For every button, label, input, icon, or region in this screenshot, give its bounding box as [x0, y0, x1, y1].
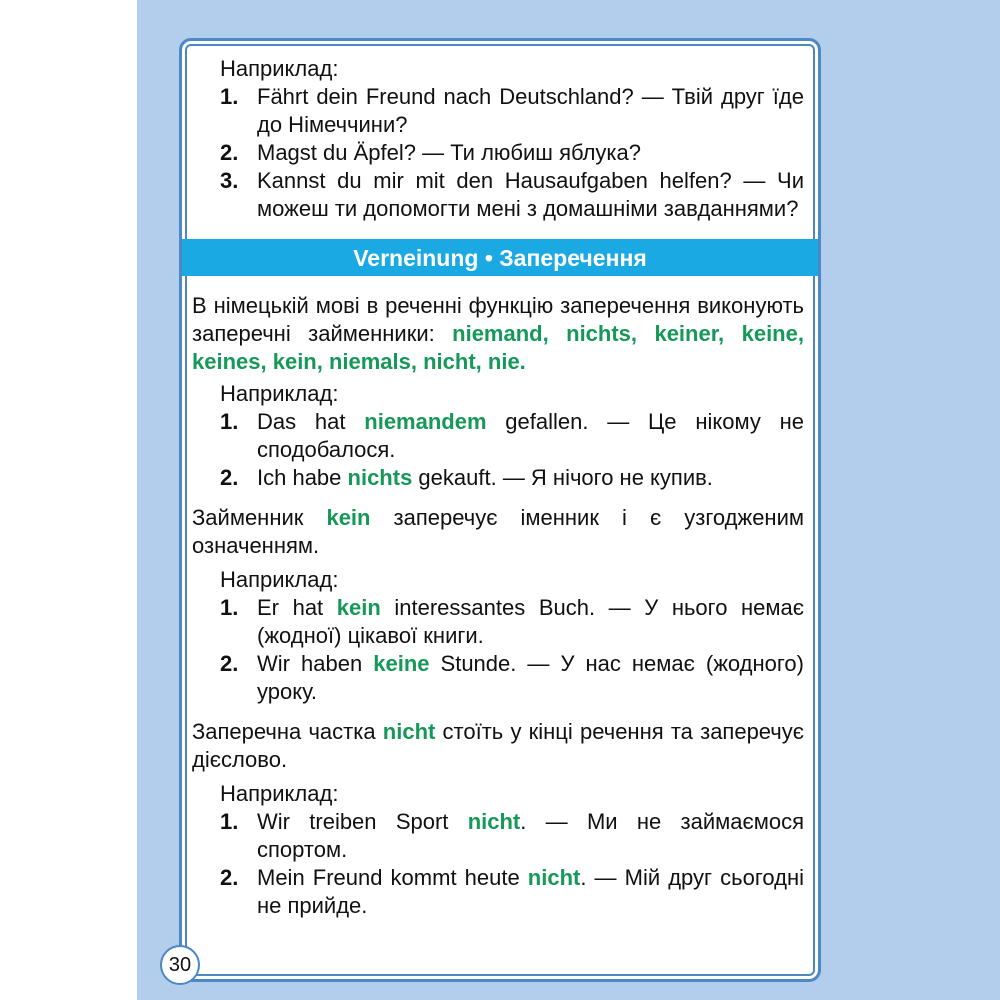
kein-paragraph: [192, 504, 804, 560]
item-text-pre: Das hat: [257, 409, 365, 434]
item-number: 2.: [220, 140, 239, 165]
item-highlight: nicht: [527, 865, 581, 890]
item-text: Fährt dein Freund nach Deutschland? — Твій друг їде до Німеччини?: [257, 84, 804, 137]
para-text-post: заперечує іменник і є узгодженим означенням.: [192, 505, 804, 558]
example-block-nicht: [192, 780, 804, 920]
item-number: 1.: [220, 409, 239, 434]
item-highlight: kein: [336, 595, 381, 620]
item-text-post: interessantes Buch. — У нього немає (жодної) цікавої книги.: [257, 595, 804, 648]
item-text-pre: Wir haben: [257, 651, 374, 676]
list-item: [192, 83, 804, 139]
example-label: Наприклад:: [220, 567, 339, 592]
item-number: 1.: [220, 84, 239, 109]
example-block-kein: [192, 566, 804, 706]
item-highlight: niemandem: [364, 409, 487, 434]
item-text-pre: Mein Freund kommt heute: [257, 865, 528, 890]
list-item: [192, 139, 804, 167]
para-text-post: стоїть у кінці речення та заперечує дієслово.: [192, 719, 804, 772]
example-label: Наприклад:: [220, 56, 339, 81]
example-label: Наприклад:: [220, 381, 339, 406]
list-item: [192, 408, 804, 464]
item-text-pre: Wir treiben Sport: [257, 809, 468, 834]
item-text-post: gekauft. — Я нічого не купив.: [412, 465, 713, 490]
list-item: [192, 167, 804, 223]
page-number: 30: [160, 945, 200, 985]
list-item: [192, 650, 804, 706]
list-item: [192, 808, 804, 864]
item-number: 1.: [220, 809, 239, 834]
item-highlight: keine: [373, 651, 430, 676]
item-text: Magst du Äpfel? — Ти любиш яблука?: [257, 140, 642, 165]
para-highlight: kein: [326, 505, 371, 530]
list-item: [192, 864, 804, 920]
content-card: [179, 38, 821, 982]
list-item: [192, 594, 804, 650]
section-header: [182, 239, 818, 276]
nicht-paragraph: [192, 718, 804, 774]
intro-highlight: niemand, nichts, keiner, keine, keines, kein, niemals, nicht, nie.: [192, 321, 804, 374]
intro-text: В німецькій мові в реченні функцію заперечення виконують заперечні займенники:: [192, 293, 804, 346]
item-number: 3.: [220, 168, 239, 193]
para-text-pre: Займенник: [192, 505, 327, 530]
item-text-pre: Ich habe: [257, 465, 348, 490]
section-title: Verneinung • Заперечення: [353, 244, 647, 271]
item-highlight: nichts: [347, 465, 413, 490]
list-item: [192, 464, 804, 492]
item-text-pre: Er hat: [257, 595, 337, 620]
item-text-post: . — Мій друг сьогодні не прийде.: [257, 865, 804, 918]
item-text: Kannst du mir mit den Hausaufgaben helfen? — Чи можеш ти допомогти мені з домашніми завданнями?: [257, 168, 804, 221]
item-number: 2.: [220, 651, 239, 676]
item-number: 2.: [220, 465, 239, 490]
card-content: [182, 41, 818, 979]
item-text-post: . — Ми не займаємося спортом.: [257, 809, 804, 862]
example-label: Наприклад:: [220, 781, 339, 806]
example-block-questions: [192, 55, 804, 223]
item-text-post: gefallen. — Це нікому не сподобалося.: [257, 409, 804, 462]
item-number: 2.: [220, 865, 239, 890]
example-block-pronouns: [192, 380, 804, 492]
item-highlight: nicht: [467, 809, 521, 834]
item-number: 1.: [220, 595, 239, 620]
para-highlight: nicht: [382, 719, 436, 744]
item-text-post: Stunde. — У нас немає (жодного) уроку.: [257, 651, 804, 704]
intro-paragraph: [192, 292, 804, 376]
para-text-pre: Заперечна частка: [192, 719, 383, 744]
